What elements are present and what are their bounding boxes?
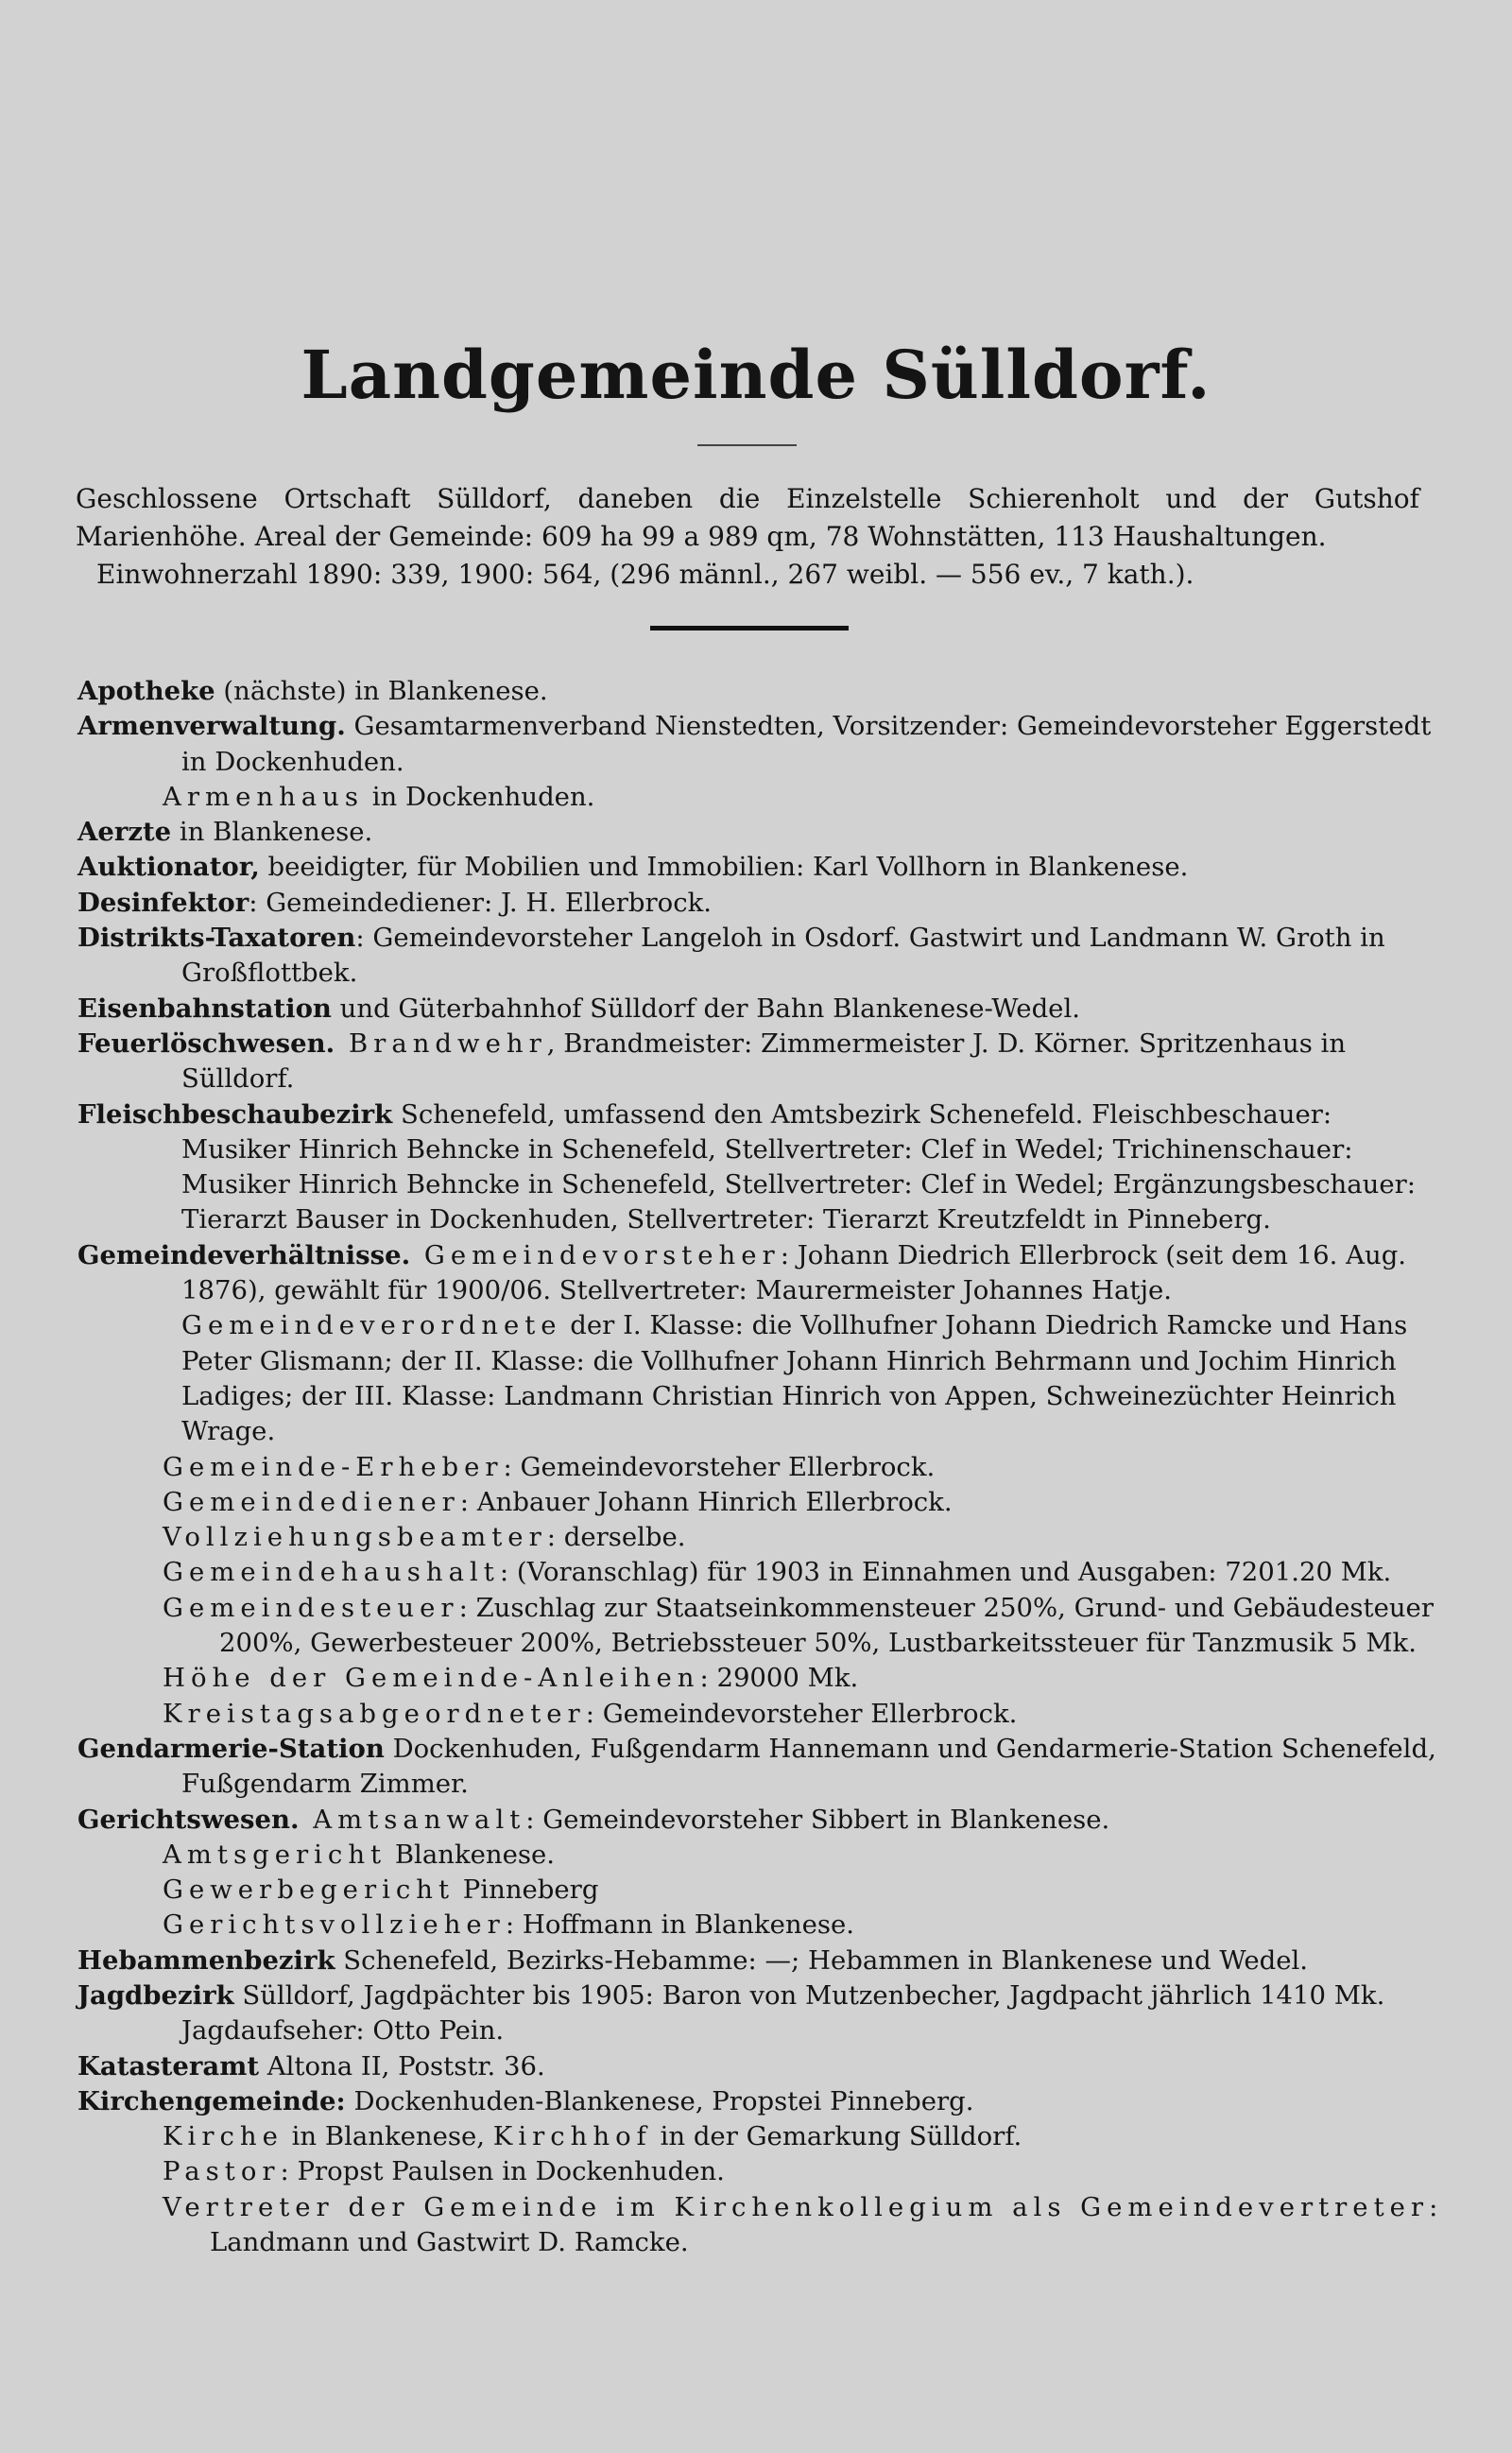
entry-keyword: Hebammenbezirk [77,1944,335,1976]
intro-line-2: Marienhöhe. Areal der Gemeinde: 609 ha 99 a 989 qm, 78 Wohnstätten, 113 Haushaltungen. [76,521,1327,552]
entry-armenverwaltung [77,709,1438,780]
spaced-label: Gewerbegericht [163,1874,455,1906]
entries-list [77,674,1438,2260]
entry-text: in Blankenese, [283,2121,493,2152]
entry-keyword: Gendarmerie-Station [77,1733,385,1764]
entry-text: Blankenese. [387,1839,555,1870]
entry-hebammenbezirk [77,1943,1438,1978]
spaced-label: Gemeindesteuer [163,1592,459,1623]
spaced-label: Kreistagsabgeordneter [163,1698,586,1729]
entry-jagdbezirk [77,1978,1438,2049]
entry-text: Schenefeld, Bezirks-Hebamme: —; Hebammen in Blankenese und Wedel. [335,1944,1309,1976]
entry-auktionator [77,850,1438,885]
section-divider [650,626,849,631]
spaced-label: Gemeindevorsteher [410,1239,781,1270]
entry-kreistagsabgeordneter [77,1697,1438,1732]
entry-eisenbahnstation [77,992,1438,1027]
entry-gemeindesteuer [77,1591,1438,1662]
entry-text: Altona II, Poststr. 36. [259,2050,545,2082]
intro-line-3: Einwohnerzahl 1890: 339, 1900: 564, (296 männl., 267 weibl. — 556 ev., 7 kath.). [96,559,1194,590]
entry-vertreter [77,2190,1438,2261]
entry-text: beeidigter, für Mobilien und Immobilien: Karl Vollhorn in Blankenese. [259,852,1189,883]
title-divider [697,444,797,446]
spaced-label: Armenhaus [163,781,364,812]
page-title: Landgemeinde Sülldorf. [301,336,1211,414]
spaced-label: Pastor [163,2156,281,2187]
spaced-label: Vollziehungsbeamter [163,1522,547,1553]
entry-keyword: Jagdbezirk [77,1979,234,2011]
entry-kirchengemeinde [77,2084,1438,2119]
entry-keyword: Aerzte [77,817,172,848]
entry-text: Sülldorf, Jagdpächter bis 1905: Baron von Mutzenbecher, Jagdpacht jährlich 1410 Mk. Jagdaufseher: Otto Pein. [181,1979,1385,2047]
spaced-label: Amtsgericht [163,1839,387,1870]
entry-gemeindeverhaeltnisse [77,1238,1438,1450]
entry-keyword: Fleischbeschaubezirk [77,1098,393,1130]
entry-text: : Landmann und Gastwirt D. Ramcke. [210,2191,1438,2258]
entry-keyword: Gerichtswesen. [77,1804,300,1835]
entry-desinfektor [77,886,1438,921]
entry-text: in Dockenhuden. [364,781,595,812]
entry-gendarmerie-station [77,1732,1438,1803]
entry-text: : Anbauer Johann Hinrich Ellerbrock. [459,1486,953,1517]
entry-text: : Gemeindevorsteher Langeloh in Osdorf. Gastwirt und Landmann W. Groth in Großflottbek. [181,923,1385,989]
entry-pastor [77,2154,1438,2189]
spaced-label: Höhe der Gemeinde-Anleihen [163,1663,700,1694]
entry-keyword: Apotheke [77,676,215,706]
entry-keyword: Eisenbahnstation [77,993,332,1024]
spaced-label: Vertreter der Gemeinde im Kirchenkollegium als Gemeindevertreter [163,2191,1430,2222]
entry-text: : 29000 Mk. [699,1663,859,1694]
spaced-label: Gemeindediener [163,1486,460,1517]
entry-vollziehungsbeamter [77,1520,1438,1555]
entry-text: : Propst Paulsen in Dockenhuden. [280,2156,725,2187]
spaced-label: Amtsanwalt [299,1804,526,1835]
entry-keyword: Gemeindeverhältnisse. [77,1239,411,1270]
entry-text: , Brandmeister: Zimmermeister J. D. Körner. Spritzenhaus in Sülldorf. [181,1028,1347,1095]
entry-text: : Gemeindevorsteher Sibbert in Blankenese. [525,1804,1110,1835]
entry-gerichtsvollzieher [77,1908,1438,1943]
entry-text: Dockenhuden-Blankenese, Propstei Pinneberg. [345,2085,974,2116]
entry-text: : (Voranschlag) für 1903 in Einnahmen und Ausgaben: 7201.20 Mk. [499,1557,1392,1588]
entry-armenhaus [77,780,1438,815]
entry-gerichtswesen [77,1803,1438,1838]
spaced-label: Kirche [163,2121,284,2152]
entry-text: : Johann Diedrich Ellerbrock (seit dem 16. Aug. 1876), gewählt für 1900/06. Stellvertreter: Maurermeister Johannes Hatje. [181,1239,1407,1306]
entry-text: Gesamtarmenverband Nienstedten, Vorsitzender: Gemeindevorsteher Eggerstedt in Dockenhuden. [181,711,1432,777]
entry-text: Pinneberg [455,1874,599,1906]
entry-text: (nächste) in Blankenese. [215,676,548,706]
entry-text: in Blankenese. [171,817,373,848]
entry-text: in der Gemarkung Sülldorf. [651,2121,1022,2152]
entry-gemeinde-anleihen [77,1661,1438,1696]
entry-distrikts-taxatoren [77,921,1438,992]
entry-text: : Gemeindevorsteher Ellerbrock. [585,1698,1018,1729]
entry-aerzte [77,815,1438,850]
entry-keyword: Katasteramt [77,2050,260,2082]
intro-line-1: Geschlossene Ortschaft Sülldorf, daneben die Einzelstelle Schierenholt und der Gutshof [76,483,1419,514]
entry-feuerloeschwesen [77,1027,1438,1097]
spaced-label: Kirchhof [492,2121,652,2152]
entry-gemeinde-erheber [77,1450,1438,1485]
entry-amtsgericht [77,1838,1438,1873]
entry-text: : Zuschlag zur Staatseinkommensteuer 250%, Grund- und Gebäudesteuer 200%, Gewerbesteuer 200%, Betriebssteuer 50%, Lustbarkeitssteuer für Tanzmusik 5 Mk. [219,1592,1434,1659]
spaced-label: Gemeindehaushalt [163,1557,500,1588]
entry-gemeindehaushalt [77,1555,1438,1590]
spaced-label: Gerichtsvollzieher [163,1909,506,1941]
entry-kirche [77,2119,1438,2154]
entry-text: und Güterbahnhof Sülldorf der Bahn Blankenese-Wedel. [331,993,1080,1024]
entry-text: Dockenhuden, Fußgendarm Hannemann und Gendarmerie-Station Schenefeld, Fußgendarm Zimmer. [181,1733,1436,1800]
entry-apotheke [77,674,1438,709]
intro-paragraph [76,480,1419,594]
entry-text: der I. Klasse: die Vollhufner Johann Diedrich Ramcke und Hans Peter Glismann; der II. Klasse: die Vollhufner Johann Hinrich Behrmann und Jochim Hinrich Ladiges; der III. Klasse: Landmann Christian Hinrich von Appen, Schweinezüchter Heinrich Wrage. [181,1310,1408,1447]
entry-katasteramt [77,2049,1438,2084]
entry-keyword: Desinfektor [77,887,249,918]
entry-keyword: Feuerlöschwesen. [77,1028,335,1059]
entry-gemeindediener [77,1485,1438,1520]
entry-fleischbeschaubezirk [77,1097,1438,1238]
entry-text: : Hoffmann in Blankenese. [505,1909,854,1941]
entry-text: Schenefeld, umfassend den Amtsbezirk Schenefeld. Fleischbeschauer: Musiker Hinrich Behncke in Schenefeld, Stellvertreter: Clef in Wedel; Trichinenschauer: Musiker Hinrich Behncke in Schenefeld, Stellvertreter: Clef in Wedel; Ergänzungsbeschauer: Tierarzt Bauser in Dockenhuden, Stellvertreter: Tierarzt Kreutzfeldt in Pinneberg. [181,1098,1417,1235]
entry-text: : derselbe. [546,1522,686,1553]
entry-gewerbegericht [77,1873,1438,1908]
entry-keyword: Kirchengemeinde: [77,2085,346,2116]
spaced-label: Brandwehr [335,1028,547,1059]
entry-keyword: Distrikts-Taxatoren [77,923,356,954]
spaced-label: Gemeindeverordnete [181,1310,562,1341]
entry-text: : Gemeindevorsteher Ellerbrock. [503,1451,936,1482]
spaced-label: Gemeinde-Erheber [163,1451,504,1482]
entry-keyword: Auktionator, [77,852,260,883]
entry-text: : Gemeindediener: J. H. Ellerbrock. [249,887,713,918]
entry-keyword: Armenverwaltung. [77,711,346,742]
